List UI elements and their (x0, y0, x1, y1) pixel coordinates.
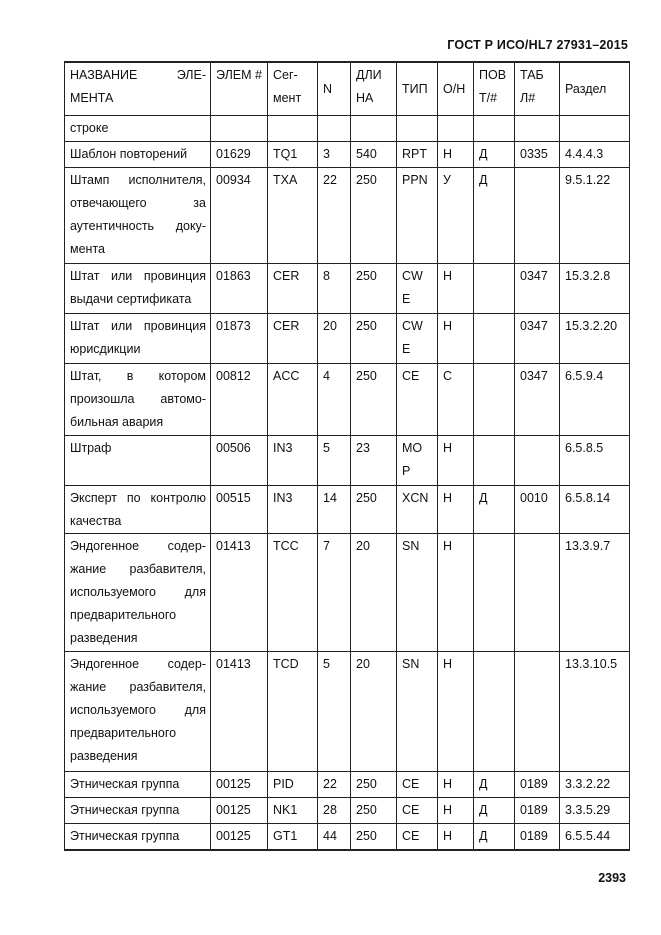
table-row (65, 798, 630, 824)
cell-length: 250 (351, 364, 397, 436)
cell-type: XCN (397, 486, 438, 534)
cell-length: 250 (351, 486, 397, 534)
cell-section: 3.3.5.29 (560, 798, 630, 824)
cell-segment: TCC (268, 534, 318, 652)
cell-type: RPT (397, 142, 438, 168)
cell-type: CE (397, 772, 438, 798)
cell-elem: 01413 (211, 652, 268, 772)
column-header-section: Раздел (560, 62, 630, 116)
cell-n: 4 (318, 364, 351, 436)
cell-type: CE (397, 798, 438, 824)
cell-on: Н (438, 314, 474, 364)
cell-tbl: 0347 (515, 364, 560, 436)
cell-on: Н (438, 652, 474, 772)
cell-length: 250 (351, 772, 397, 798)
table-row (65, 116, 630, 142)
cell-rep (474, 534, 515, 652)
cell-elem: 00934 (211, 168, 268, 264)
cell-segment: TXA (268, 168, 318, 264)
cell-elem: 01863 (211, 264, 268, 314)
cell-section: 4.4.4.3 (560, 142, 630, 168)
cell-segment: NK1 (268, 798, 318, 824)
cell-segment: TCD (268, 652, 318, 772)
cell-name: Эндогенное содер-жание разбавителя, используемого для предварительного разведения (65, 652, 211, 772)
table-row (65, 264, 630, 314)
cell-elem: 01629 (211, 142, 268, 168)
cell-name: Штат или провинция юрисдикции (65, 314, 211, 364)
cell-length (351, 116, 397, 142)
table-row (65, 436, 630, 486)
cell-rep: Д (474, 772, 515, 798)
cell-on: Н (438, 534, 474, 652)
cell-elem: 01873 (211, 314, 268, 364)
cell-rep (474, 264, 515, 314)
cell-tbl (515, 116, 560, 142)
cell-tbl: 0010 (515, 486, 560, 534)
cell-length: 250 (351, 824, 397, 850)
cell-tbl: 0347 (515, 314, 560, 364)
cell-name: Штраф (65, 436, 211, 486)
cell-length: 250 (351, 168, 397, 264)
table-row (65, 314, 630, 364)
cell-section: 6.5.9.4 (560, 364, 630, 436)
cell-name: Шаблон повторений (65, 142, 211, 168)
cell-type: SN (397, 534, 438, 652)
cell-segment: TQ1 (268, 142, 318, 168)
cell-segment: CER (268, 314, 318, 364)
cell-on: У (438, 168, 474, 264)
column-header-type: ТИП (397, 62, 438, 116)
column-header-length: ДЛИ НА (351, 62, 397, 116)
cell-n (318, 116, 351, 142)
cell-on: Н (438, 486, 474, 534)
cell-section: 6.5.5.44 (560, 824, 630, 850)
column-header-tbl: ТАБ Л# (515, 62, 560, 116)
cell-tbl (515, 652, 560, 772)
cell-type: CW E (397, 264, 438, 314)
table-row (65, 824, 630, 850)
cell-name: Этническая группа (65, 772, 211, 798)
cell-n: 22 (318, 772, 351, 798)
cell-segment: ACC (268, 364, 318, 436)
cell-type: CW E (397, 314, 438, 364)
cell-rep (474, 116, 515, 142)
cell-section: 6.5.8.14 (560, 486, 630, 534)
cell-length: 250 (351, 798, 397, 824)
cell-name: Эндогенное содер-жание разбавителя, используемого для предварительного разведения (65, 534, 211, 652)
cell-length: 250 (351, 264, 397, 314)
cell-length: 20 (351, 534, 397, 652)
cell-tbl: 0189 (515, 824, 560, 850)
cell-tbl (515, 436, 560, 486)
cell-segment: PID (268, 772, 318, 798)
cell-n: 28 (318, 798, 351, 824)
column-header-n: N (318, 62, 351, 116)
cell-section (560, 116, 630, 142)
cell-on: Н (438, 142, 474, 168)
table-row (65, 652, 630, 772)
page-number: 2393 (598, 871, 626, 885)
cell-section: 9.5.1.22 (560, 168, 630, 264)
cell-tbl: 0189 (515, 798, 560, 824)
cell-name: Эксперт по контролю качества (65, 486, 211, 534)
cell-on: Н (438, 264, 474, 314)
cell-type (397, 116, 438, 142)
cell-elem: 00125 (211, 824, 268, 850)
cell-rep: Д (474, 486, 515, 534)
cell-segment: IN3 (268, 486, 318, 534)
cell-on: Н (438, 772, 474, 798)
cell-section: 13.3.10.5 (560, 652, 630, 772)
cell-section: 15.3.2.8 (560, 264, 630, 314)
table-row (65, 364, 630, 436)
table-row (65, 486, 630, 534)
cell-type: PPN (397, 168, 438, 264)
document-standard-header: ГОСТ Р ИСО/HL7 27931–2015 (447, 38, 628, 52)
cell-elem: 01413 (211, 534, 268, 652)
cell-on (438, 116, 474, 142)
cell-name: Этническая группа (65, 798, 211, 824)
cell-rep: Д (474, 168, 515, 264)
cell-type: CE (397, 364, 438, 436)
column-header-segment: Сег-мент (268, 62, 318, 116)
cell-rep: Д (474, 824, 515, 850)
cell-tbl (515, 534, 560, 652)
cell-type: MO P (397, 436, 438, 486)
cell-section: 6.5.8.5 (560, 436, 630, 486)
table-row (65, 168, 630, 264)
cell-on: С (438, 364, 474, 436)
table-header-row (65, 62, 630, 116)
cell-section: 3.3.2.22 (560, 772, 630, 798)
cell-rep (474, 436, 515, 486)
cell-n: 5 (318, 652, 351, 772)
cell-rep: Д (474, 798, 515, 824)
cell-length: 250 (351, 314, 397, 364)
column-header-on: О/Н (438, 62, 474, 116)
table-row (65, 534, 630, 652)
data-elements-table (64, 61, 630, 851)
cell-n: 22 (318, 168, 351, 264)
cell-segment (268, 116, 318, 142)
cell-length: 23 (351, 436, 397, 486)
cell-length: 540 (351, 142, 397, 168)
cell-on: Н (438, 436, 474, 486)
cell-tbl (515, 168, 560, 264)
column-header-rep: ПОВ Т/# (474, 62, 515, 116)
column-header-name: НАЗВАНИЕ ЭЛЕ-МЕНТА (65, 62, 211, 116)
cell-rep: Д (474, 142, 515, 168)
cell-segment: CER (268, 264, 318, 314)
cell-n: 44 (318, 824, 351, 850)
table-row (65, 142, 630, 168)
cell-on: Н (438, 824, 474, 850)
cell-elem: 00125 (211, 798, 268, 824)
cell-n: 8 (318, 264, 351, 314)
cell-rep (474, 652, 515, 772)
cell-n: 20 (318, 314, 351, 364)
cell-elem: 00506 (211, 436, 268, 486)
cell-name: Штамп исполнителя, отвечающего за аутентичность доку-мента (65, 168, 211, 264)
cell-name: Этническая группа (65, 824, 211, 850)
cell-name: строке (65, 116, 211, 142)
cell-section: 15.3.2.20 (560, 314, 630, 364)
cell-n: 5 (318, 436, 351, 486)
cell-segment: IN3 (268, 436, 318, 486)
cell-n: 14 (318, 486, 351, 534)
cell-n: 7 (318, 534, 351, 652)
cell-length: 20 (351, 652, 397, 772)
cell-type: CE (397, 824, 438, 850)
cell-elem (211, 116, 268, 142)
cell-elem: 00125 (211, 772, 268, 798)
cell-tbl: 0335 (515, 142, 560, 168)
cell-rep (474, 364, 515, 436)
cell-type: SN (397, 652, 438, 772)
cell-section: 13.3.9.7 (560, 534, 630, 652)
cell-elem: 00812 (211, 364, 268, 436)
table-row (65, 772, 630, 798)
cell-tbl: 0347 (515, 264, 560, 314)
cell-on: Н (438, 798, 474, 824)
cell-rep (474, 314, 515, 364)
column-header-elem: ЭЛЕМ # (211, 62, 268, 116)
cell-tbl: 0189 (515, 772, 560, 798)
cell-n: 3 (318, 142, 351, 168)
cell-name: Штат, в котором произошла автомо-бильная авария (65, 364, 211, 436)
cell-elem: 00515 (211, 486, 268, 534)
cell-name: Штат или провинция выдачи сертификата (65, 264, 211, 314)
cell-segment: GT1 (268, 824, 318, 850)
